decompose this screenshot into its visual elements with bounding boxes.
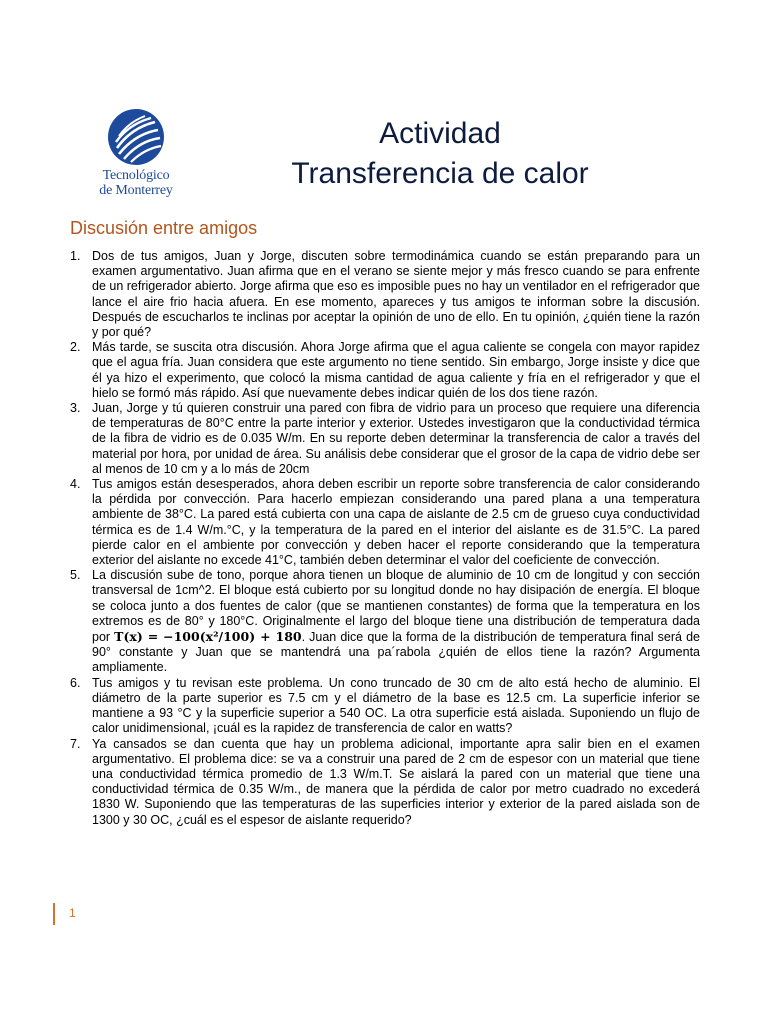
item-number: 5.: [70, 568, 81, 583]
item-text: Más tarde, se suscita otra discusión. Ahora Jorge afirma que el agua caliente se congela con mayor rapidez que el agua fría. Juan considera que este argumento no tiene sentido. Sin embargo, Jorge insiste y dice que él ya hizo el experimento, que colocó la misma cantidad de agua caliente y fría en el refrigerador y que el hielo se formó más rápido. Así que nuevamente debes indicar quién de los dos tiene razón.: [92, 340, 700, 400]
logo: [96, 108, 176, 198]
item-number: 3.: [70, 401, 81, 416]
page-footer: [53, 903, 76, 925]
title-line1: Actividad: [379, 117, 501, 150]
item-number: 2.: [70, 340, 81, 355]
item-text: Ya cansados se dan cuenta que hay un problema adicional, importante apra salir bien en el examen argumentativo. El problema dice: se va a construir una pared de 2 cm de espesor con un material que tiene una conductividad térmica promedio de 1.3 W/m.T. Se aislará la pared con un material que tiene una conductividad térmica de 0.35 W/m., de manera que la pérdida de calor por metro cuadrado no excederá 1830 W. Suponiendo que las temperaturas de las superficies interior y exterior de la pared aislada son de 1300 y 30 OC, ¿cuál es el espesor de aislante requerido?: [92, 736, 700, 827]
list-item: [70, 477, 700, 568]
logo-text-line1: Tecnológico: [102, 168, 170, 183]
item-number: 7.: [70, 736, 81, 751]
list-item: [70, 340, 700, 401]
list-item: [70, 401, 700, 477]
question-list: [70, 249, 700, 828]
item-number: 4.: [70, 477, 81, 492]
page-title: [230, 114, 650, 194]
item-text: Juan, Jorge y tú quieren construir una pared con fibra de vidrio para un proceso que requiere una diferencia de temperaturas de 80°C entre la parte interior y exterior. Ustedes investigaron que la conductividad térmica de la fibra de vidrio es de 0.035 W/m. En su reporte deben determinar la transferencia de calor a través del material por hora, por unidad de área. Su análisis debe considerar que el grosor de la capa de vidrio debe ser al menos de 10 cm y a lo más de 20cm: [92, 401, 700, 476]
temperature-equation: T(x) = −100(x²/100) + 180: [114, 629, 302, 645]
item-text: Dos de tus amigos, Juan y Jorge, discuten sobre termodinámica cuando se están preparando para un examen argumentativo. Juan afirma que en el verano se siente mejor y más fresco cuando se para enfrente de un refrigerador abierto. Jorge afirma que eso es imposible pues no hay un ventilador en el refrigerador que lance el aire frio hacia afuera. En ese momento, apareces y tus amigos te informan sobre la discusión. Después de escucharlos te inclinas por aceptar la opinión de uno de ello. En tu opinión, ¿quién tiene la razón y por qué?: [92, 249, 701, 340]
logo-emblem-icon: [107, 108, 165, 166]
page-number: 1: [69, 906, 76, 920]
logo-text-line2: de Monterrey: [99, 183, 173, 198]
item-number: 1.: [70, 249, 81, 263]
item-text-b: . Juan dice que la forma de la distribución de temperatura final será de 90° constante y Juan que se mantendrá una pa´rabola ¿quién de ellos tiene la razón? Argumenta ampliamente.: [92, 630, 700, 675]
section-heading: Discusión entre amigos: [70, 218, 258, 238]
item-text: Tus amigos y tu revisan este problema. Un cono truncado de 30 cm de alto está hecho de aluminio. El diámetro de la parte superior es 7.5 cm y el diámetro de la base es 12.5 cm. La superficie inferior se mantiene a 93 °C y la superficie superior a 540 OC. La otra superficie está aislada. Suponiendo un flujo de calor unidimensional, ¡cuál es la rapidez de transferencia de calor en watts?: [92, 675, 700, 736]
item-text: Tus amigos están desesperados, ahora deben escribir un reporte sobre transferencia de calor considerando la pérdida por convección. Para hacerlo empiezan considerando una pared plana a una temperatura ambiente de 38°C. La pared está cubierta con una capa de aislante de 2.5 cm de grueso cuya conductividad térmica es de 1.4 W/m.°C, y la temperatura de la pared en el interior del aislante es de 31.5°C. La pared pierde calor en el ambiente por convección y deben hacer el reporte considerando que la temperatura exterior del aislante no excede 41°C, también deben determinar el valor del coeficiente de convección.: [92, 477, 700, 568]
list-item: [70, 568, 700, 675]
item-text-a: La discusión sube de tono, porque ahora tienen un bloque de aluminio de 10 cm de longitud y con sección transversal de 1cm^2. El bloque está cubierto por su longitud donde no hay disipación de energía. El bloque se coloca junto a dos fuentes de calor (que se mantienen constantes) de forma que la temperatura en los extremos es de 80° y 180°C. Originalmente el largo del bloque tiene una distribución de temperatura dada por: [92, 568, 700, 645]
list-item: [70, 249, 700, 340]
item-number: 6.: [70, 675, 81, 690]
title-line2: Transferencia de calor: [291, 157, 589, 190]
list-item: [70, 676, 700, 737]
list-item: [70, 737, 700, 828]
